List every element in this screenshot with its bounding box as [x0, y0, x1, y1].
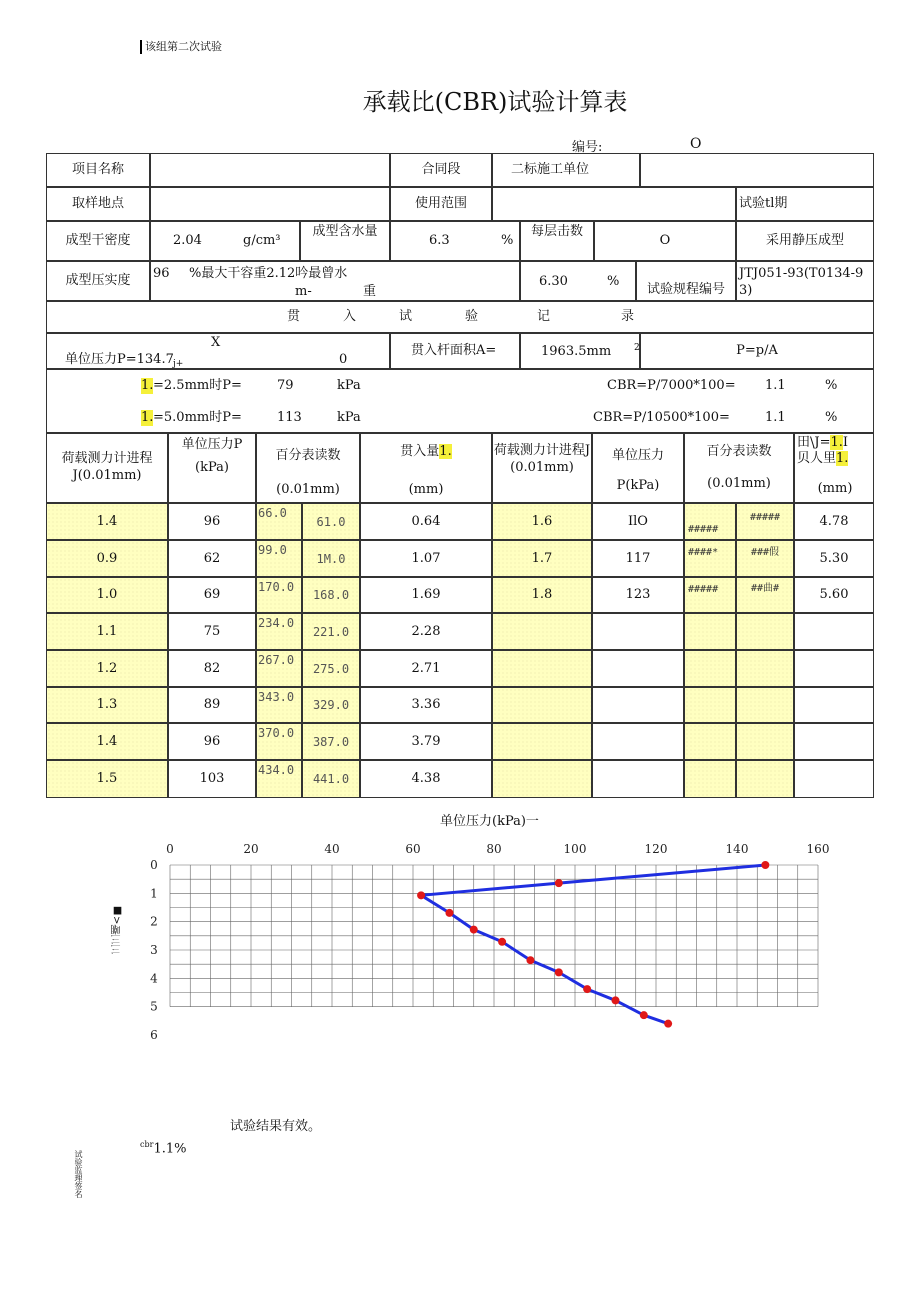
- cell-dial-reading-2[interactable]: [302, 760, 360, 798]
- area-label: 贯入杆面积A=: [390, 333, 520, 369]
- supervisor-note: 试验监理签名: [74, 1150, 83, 1198]
- compaction-moist-unit: %: [607, 274, 620, 289]
- compaction-label: 成型压实度: [46, 261, 150, 301]
- cell-dial-reading-2-text: 221.0: [312, 624, 350, 639]
- contract-extra-field[interactable]: [640, 153, 874, 187]
- compaction-text-2b: 重: [363, 284, 377, 299]
- cell-penetration-2[interactable]: [794, 760, 874, 798]
- cell-unit-pressure[interactable]: [168, 577, 256, 613]
- chart-title: 单位压力(kPa)一: [440, 814, 539, 829]
- y-tick-label: 6: [150, 1028, 158, 1042]
- col-header-load-dial-2b: (0.01mm): [510, 460, 574, 475]
- cell-load-dial-2[interactable]: [492, 723, 592, 760]
- cell-unit-pressure-text: 96: [203, 733, 221, 749]
- cell-dial-reading-4-text: ###假: [750, 546, 780, 558]
- cell-unit-pressure-text: 62: [203, 550, 221, 566]
- y-tick-label: 5: [150, 999, 158, 1014]
- cell-load-dial-text: 1.1: [96, 623, 118, 639]
- cell-load-dial[interactable]: [46, 687, 168, 723]
- cell-penetration-2[interactable]: [794, 540, 874, 577]
- cell-load-dial-text: 1.3: [96, 697, 118, 712]
- cell-dial-reading-2-text: 329.0: [312, 698, 350, 712]
- col-header-penetration: [360, 433, 492, 503]
- usage-field[interactable]: [492, 187, 736, 221]
- penetration-chart: [130, 835, 850, 1080]
- cell-unit-pressure-text: 96: [203, 513, 221, 529]
- cell-penetration[interactable]: [360, 723, 492, 760]
- cell-load-dial-2[interactable]: [492, 540, 592, 577]
- cell-unit-pressure-2[interactable]: [592, 687, 684, 723]
- dry-density-unit: g/cm³: [243, 233, 281, 248]
- compaction-moist-cell: [520, 261, 636, 301]
- unit-pressure-tail: 0: [339, 352, 348, 367]
- cell-unit-pressure[interactable]: [168, 613, 256, 650]
- cell-penetration-text: 0.64: [411, 513, 441, 529]
- cell-unit-pressure-text: 75: [203, 623, 221, 639]
- cell-unit-pressure-text: 89: [203, 697, 221, 712]
- cell-dial-reading-1[interactable]: [256, 723, 302, 760]
- cell-load-dial-text: 1.2: [96, 660, 118, 676]
- cell-unit-pressure[interactable]: [168, 540, 256, 577]
- data-point: [526, 956, 534, 964]
- cell-dial-reading-4[interactable]: [736, 650, 794, 687]
- y-tick-label: 0: [150, 858, 158, 872]
- col-header-dial-reading-2a: 百分表读数: [706, 444, 772, 459]
- record-title-row: [46, 301, 874, 333]
- cell-dial-reading-1-text: 99.0: [258, 543, 287, 557]
- cell-dial-reading-3[interactable]: [684, 503, 736, 540]
- cell-dial-reading-1-text: 234.0: [258, 616, 295, 630]
- cell-dial-reading-3[interactable]: [684, 577, 736, 613]
- cell-dial-reading-4[interactable]: [736, 723, 794, 760]
- cell-load-dial-2-text: 1.7: [531, 550, 553, 566]
- cell-load-dial[interactable]: [46, 723, 168, 760]
- cell-penetration-2[interactable]: [794, 650, 874, 687]
- col-header-unit-pressure-b: (kPa): [195, 460, 229, 475]
- compaction-text-2a: m-: [295, 284, 312, 299]
- cell-penetration-2[interactable]: [794, 687, 874, 723]
- data-point: [583, 985, 591, 993]
- cell-unit-pressure-2[interactable]: [592, 650, 684, 687]
- cell-penetration[interactable]: [360, 577, 492, 613]
- cell-dial-reading-3-text: #####: [688, 524, 719, 535]
- cell-penetration[interactable]: [360, 650, 492, 687]
- cell-dial-reading-2-text: 441.0: [312, 772, 350, 786]
- cell-unit-pressure[interactable]: [168, 723, 256, 760]
- cbr-r1-label: =2.5mm时P=: [153, 378, 242, 393]
- cell-unit-pressure-2[interactable]: [592, 540, 684, 577]
- cell-penetration-text: 3.36: [411, 697, 441, 712]
- cell-dial-reading-2-text: 61.0: [316, 514, 346, 529]
- area-cell: [520, 333, 640, 369]
- unit-pressure-sub: j+: [173, 359, 184, 369]
- spec-label: 试验规程编号: [636, 261, 736, 301]
- unit-pressure-formula: 单位压力P=134.7: [65, 352, 174, 367]
- y-tick-label: 4: [150, 971, 158, 986]
- col-header-penetration-2d: (mm): [817, 481, 853, 496]
- compaction-moist-value[interactable]: 6.30: [539, 274, 568, 289]
- cell-unit-pressure[interactable]: [168, 760, 256, 798]
- cell-penetration-text: 4.38: [411, 771, 441, 786]
- cell-unit-pressure-2[interactable]: [592, 723, 684, 760]
- col-header-load-dial-2: [492, 433, 592, 503]
- compaction-text-1: %最大干容重2.12吟最曾水: [189, 266, 348, 281]
- record-title-char-3: 试: [399, 309, 413, 324]
- cell-load-dial-2-text: 1.8: [531, 587, 553, 602]
- moisture-value[interactable]: 6.3: [429, 233, 450, 248]
- cell-dial-reading-4[interactable]: [736, 577, 794, 613]
- x-tick-label: 60: [405, 842, 421, 856]
- cell-load-dial-2-text: 1.6: [531, 513, 553, 529]
- cell-dial-reading-3[interactable]: [684, 760, 736, 798]
- data-point: [417, 891, 425, 899]
- cell-load-dial-text: 1.4: [96, 733, 118, 749]
- cell-load-dial-2[interactable]: [492, 650, 592, 687]
- cell-dial-reading-4-text: ##曲#: [750, 583, 780, 594]
- cell-penetration-text: 1.07: [411, 550, 441, 566]
- cbr-r2-pct: %: [825, 410, 838, 425]
- cell-dial-reading-1[interactable]: [256, 650, 302, 687]
- cell-dial-reading-1[interactable]: [256, 503, 302, 540]
- data-point: [555, 968, 563, 976]
- cell-dial-reading-4[interactable]: [736, 540, 794, 577]
- cell-penetration-text: 2.71: [411, 660, 441, 676]
- col-header-dial-reading-2: [684, 433, 794, 503]
- y-tick-label: 3: [150, 943, 158, 957]
- cell-unit-pressure-2[interactable]: [592, 503, 684, 540]
- cell-dial-reading-2[interactable]: [302, 723, 360, 760]
- cell-dial-reading-1[interactable]: [256, 540, 302, 577]
- cbr-r1-pct: %: [825, 378, 838, 393]
- result-text: 试验结果有效。: [230, 1119, 322, 1134]
- x-tick-label: 80: [486, 842, 502, 856]
- cell-dial-reading-4[interactable]: [736, 503, 794, 540]
- cell-dial-reading-3[interactable]: [684, 540, 736, 577]
- cbr-r1-p: 79: [277, 378, 294, 393]
- col-header-dial-reading: [256, 433, 360, 503]
- col-header-penetration-2hl2: 1.: [836, 451, 849, 466]
- cbr-result-value: 1.1%: [153, 1141, 187, 1157]
- cell-penetration[interactable]: [360, 503, 492, 540]
- blows-value[interactable]: O: [594, 221, 736, 261]
- cell-dial-reading-1-text: 66.0: [258, 506, 287, 520]
- cbr-result-sup: cbr: [140, 1140, 154, 1149]
- cell-penetration-2-text: 5.60: [819, 587, 849, 602]
- page-title: 承载比(CBR)试验计算表: [362, 88, 628, 116]
- cell-load-dial-text: 1.0: [96, 587, 118, 602]
- cbr-r1-hl: 1.: [141, 378, 154, 393]
- blows-label: 每层击数: [520, 221, 594, 261]
- cell-load-dial[interactable]: [46, 577, 168, 613]
- cell-dial-reading-1-text: 434.0: [258, 763, 295, 777]
- col-header-unit-pressure: [168, 433, 256, 503]
- dry-density-value[interactable]: 2.04: [173, 233, 202, 248]
- cell-unit-pressure-2-text: 117: [625, 550, 651, 566]
- data-point: [664, 1020, 672, 1028]
- x-tick-label: 140: [725, 842, 749, 856]
- cell-penetration-text: 1.69: [411, 587, 441, 602]
- unit-pressure-cell: [46, 333, 390, 369]
- col-header-dial-reading-a: 百分表读数: [275, 448, 341, 463]
- col-header-unit-pressure-a: 单位压力P: [181, 437, 243, 452]
- cell-penetration-text: 2.28: [411, 623, 441, 639]
- cell-unit-pressure-text: 103: [199, 771, 225, 786]
- compaction-value[interactable]: 96: [153, 266, 170, 281]
- compaction-cell: [150, 261, 520, 301]
- col-header-penetration-b: (mm): [408, 482, 444, 497]
- cell-dial-reading-1[interactable]: [256, 577, 302, 613]
- col-header-penetration-a: 贯入量: [400, 444, 440, 459]
- cell-load-dial[interactable]: [46, 613, 168, 650]
- cell-dial-reading-2[interactable]: [302, 687, 360, 723]
- cell-penetration[interactable]: [360, 540, 492, 577]
- spec-value: JTJ051-93(T0134-93): [736, 261, 874, 301]
- cbr-r1-formula: CBR=P/7000*100=: [607, 378, 736, 393]
- record-title-char-5: 记: [537, 309, 551, 324]
- cell-load-dial-2[interactable]: [492, 577, 592, 613]
- test-date-label: 试验tl期: [736, 187, 874, 221]
- cell-penetration-text: 3.79: [411, 733, 441, 749]
- record-title-char-6: 录: [621, 309, 635, 324]
- cell-dial-reading-2[interactable]: [302, 650, 360, 687]
- cell-penetration[interactable]: [360, 687, 492, 723]
- cell-penetration-2[interactable]: [794, 613, 874, 650]
- contract-value[interactable]: 二标施工单位: [492, 153, 640, 187]
- cell-dial-reading-2-text: 168.0: [312, 588, 350, 602]
- serial-label: 编号:: [572, 140, 603, 155]
- cell-penetration-2[interactable]: [794, 577, 874, 613]
- cbr-r2-formula: CBR=P/10500*100=: [593, 410, 730, 425]
- cell-dial-reading-1[interactable]: [256, 760, 302, 798]
- p-formula: P=p/A: [640, 333, 874, 369]
- data-point: [445, 909, 453, 917]
- x-tick-label: 20: [243, 842, 259, 856]
- data-point: [612, 996, 620, 1004]
- cell-unit-pressure-text: 82: [203, 660, 221, 676]
- cell-unit-pressure-2-text: 123: [625, 587, 651, 602]
- moisture-label: 成型含水量: [300, 221, 390, 261]
- y-tick-label: 1: [150, 886, 158, 901]
- record-title-char-4: 验: [465, 309, 479, 324]
- cell-dial-reading-2-text: 387.0: [312, 734, 350, 749]
- col-header-dial-reading-b: (0.01mm): [276, 482, 340, 497]
- col-header-penetration-2hl1: 1.: [830, 435, 843, 450]
- unit-pressure-top: X: [211, 335, 221, 350]
- cbr-r2-hl: 1.: [141, 410, 154, 425]
- usage-label: 使用范围: [390, 187, 492, 221]
- cbr-r2-label: =5.0mm时P=: [153, 410, 242, 425]
- cell-dial-reading-1-text: 370.0: [258, 726, 295, 740]
- moisture-cell: [390, 221, 520, 261]
- cell-dial-reading-3-text: #####: [688, 584, 719, 595]
- cell-dial-reading-4[interactable]: [736, 760, 794, 798]
- project-name-label: 项目名称: [46, 153, 150, 187]
- data-point: [498, 938, 506, 946]
- cell-penetration-2[interactable]: [794, 723, 874, 760]
- cell-dial-reading-4-text: #####: [749, 511, 781, 523]
- cell-unit-pressure[interactable]: [168, 687, 256, 723]
- data-point: [555, 879, 563, 887]
- cell-load-dial[interactable]: [46, 650, 168, 687]
- data-point: [640, 1011, 648, 1019]
- static-compaction-label: 采用静压成型: [736, 221, 874, 261]
- cell-dial-reading-3[interactable]: [684, 723, 736, 760]
- cell-dial-reading-1-text: 343.0: [258, 690, 295, 704]
- cell-unit-pressure-2[interactable]: [592, 577, 684, 613]
- col-header-penetration-2: [794, 433, 874, 503]
- x-tick-label: 160: [806, 842, 830, 856]
- cell-load-dial[interactable]: [46, 503, 168, 540]
- cell-dial-reading-2-text: 275.0: [312, 661, 350, 676]
- cell-dial-reading-2[interactable]: [302, 503, 360, 540]
- cell-load-dial[interactable]: [46, 760, 168, 798]
- contract-label: 合同段: [390, 153, 492, 187]
- cell-dial-reading-4[interactable]: [736, 613, 794, 650]
- cell-unit-pressure[interactable]: [168, 503, 256, 540]
- area-sup: 2: [634, 343, 640, 353]
- series-line: [421, 865, 765, 1024]
- col-header-load-dial: 荷载测力计进程J(0.01mm): [46, 433, 168, 503]
- area-value: 1963.5mm: [541, 344, 612, 359]
- cell-unit-pressure[interactable]: [168, 650, 256, 687]
- serial-value: O: [690, 136, 702, 152]
- cbr-r1-unit: kPa: [337, 378, 361, 393]
- cell-dial-reading-1[interactable]: [256, 613, 302, 650]
- cell-unit-pressure-2[interactable]: [592, 613, 684, 650]
- cell-dial-reading-2[interactable]: [302, 540, 360, 577]
- col-header-unit-pressure-2: [592, 433, 684, 503]
- col-header-unit-pressure-2a: 单位压力: [611, 448, 664, 463]
- col-header-unit-pressure-2b: P(kPa): [616, 478, 660, 493]
- cell-unit-pressure-2-text: IlO: [628, 513, 648, 529]
- cell-penetration-2-text: 5.30: [819, 550, 849, 566]
- cell-dial-reading-3[interactable]: [684, 687, 736, 723]
- cell-dial-reading-3[interactable]: [684, 613, 736, 650]
- project-name-field[interactable]: [150, 153, 390, 187]
- record-title-char-1: 贯: [287, 309, 301, 324]
- col-header-penetration-2c: 贝人里: [797, 451, 837, 466]
- cell-dial-reading-1-text: 170.0: [258, 580, 295, 594]
- record-title-char-2: 入: [343, 309, 357, 324]
- cell-penetration[interactable]: [360, 613, 492, 650]
- col-header-penetration-hl: 1.: [439, 444, 452, 459]
- cell-load-dial-text: 0.9: [96, 550, 118, 566]
- cbr-r1-value: 1.1: [765, 378, 786, 393]
- x-tick-label: 100: [563, 842, 587, 856]
- cell-penetration-2-text: 4.78: [819, 513, 849, 529]
- cell-dial-reading-4[interactable]: [736, 687, 794, 723]
- cell-dial-reading-3-text: ####*: [688, 547, 719, 558]
- cell-load-dial-2[interactable]: [492, 613, 592, 650]
- cbr-r2-value: 1.1: [765, 410, 786, 425]
- cbr-result: [140, 1140, 186, 1156]
- cell-load-dial-text: 1.5: [96, 771, 118, 786]
- cbr-r2-p: 113: [277, 410, 302, 425]
- cell-dial-reading-1-text: 267.0: [258, 653, 295, 667]
- cbr-r2-unit: kPa: [337, 410, 361, 425]
- dry-density-label: 成型干密度: [46, 221, 150, 261]
- cell-unit-pressure-2[interactable]: [592, 760, 684, 798]
- moisture-unit: %: [501, 233, 514, 248]
- col-header-penetration-2b: I: [842, 435, 849, 450]
- x-tick-label: 0: [166, 842, 174, 856]
- cell-dial-reading-1[interactable]: [256, 687, 302, 723]
- dry-density-cell: [150, 221, 300, 261]
- cell-dial-reading-2-text: 1M.0: [316, 551, 346, 566]
- cell-dial-reading-3[interactable]: [684, 650, 736, 687]
- sample-site-label: 取样地点: [46, 187, 150, 221]
- cell-load-dial[interactable]: [46, 540, 168, 577]
- cell-unit-pressure-text: 69: [203, 587, 221, 602]
- cbr-section: [46, 369, 874, 433]
- col-header-penetration-2a: 田\J=: [797, 435, 831, 450]
- cell-load-dial-2[interactable]: [492, 760, 592, 798]
- x-tick-label: 40: [324, 842, 340, 856]
- x-tick-label: 120: [644, 842, 668, 856]
- data-point: [470, 926, 478, 934]
- col-header-load-dial-2a: 荷载测力计进程J: [493, 443, 591, 458]
- cell-penetration[interactable]: [360, 760, 492, 798]
- cell-load-dial-text: 1.4: [96, 513, 118, 529]
- y-tick-label: 2: [150, 914, 158, 929]
- sample-site-field[interactable]: [150, 187, 390, 221]
- cell-dial-reading-2[interactable]: [302, 577, 360, 613]
- col-header-dial-reading-2b: (0.01mm): [707, 476, 771, 491]
- data-point: [761, 861, 769, 869]
- cell-load-dial-2[interactable]: [492, 503, 592, 540]
- chart-y-axis-note: 三三嘲<■: [112, 905, 123, 955]
- header-note: 该组第二次试验: [140, 40, 222, 54]
- cell-load-dial-2[interactable]: [492, 687, 592, 723]
- cell-penetration-2[interactable]: [794, 503, 874, 540]
- cell-dial-reading-2[interactable]: [302, 613, 360, 650]
